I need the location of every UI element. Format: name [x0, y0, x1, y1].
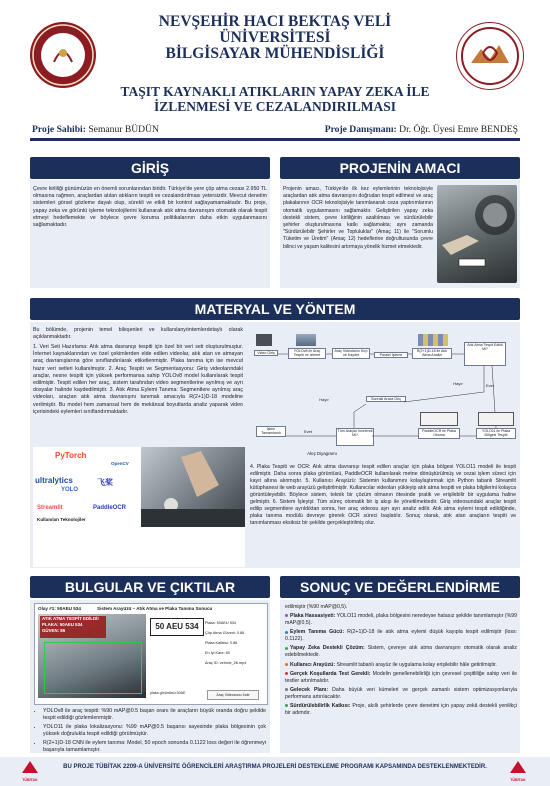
plate-caption: plaka görüntüsü 50AE — [150, 691, 186, 695]
ui-mock-fields — [205, 618, 265, 668]
bulgular-item: • YOLOv8 ile araç tespiti: %90 mAP@0.5 başarı oranı ile araçların büyük oranda doğru şekilde tespit edildiği gözlemlenmiştir. — [43, 708, 266, 722]
flow-edge-hayir-2: Hayır — [319, 397, 329, 402]
sonuc-item: Gerçek Koşullarda Test Gerekli: Modelin genellenebilirliği için çevresel çeşitliliğe sahip veri ile testler artırılmalıdır. — [285, 670, 517, 684]
section-title-bulgular: BULGULAR VE ÇIKTILAR — [30, 576, 270, 598]
flow-node-video-giris: Video Giriş — [254, 350, 278, 356]
department-line: BİLGİSAYAR MÜHENDİSLİĞİ — [165, 45, 385, 62]
giris-text: Çevre kirliliği günümüzün en önemli sorunlarından biridir. Türkiye'de yere çöp atma cezası 2.950 TL olmasına rağmen, araçlardan atılan atıkların tespiti ve cezalandırılması yetersizdir. Mevcut denetim sistemleri görsel gözleme dayalı olup, sürekli ve etkili bir kontrol sağlayamamaktadır. Bu proje, yapay zeka ve görüntü işleme teknolojilerini kullanarak atık atma davranışını otomatik olarak tespit etmeyi hedeflemekte ve böylece çevre koruma politikalarının daha etkin uygulanmasını sağlamaktadır. — [33, 186, 267, 229]
flow-node-tamamlandi: İşlem Tamamlandı — [256, 426, 286, 437]
paddle-logo: 飞桨 — [97, 478, 113, 487]
section-title-amac: PROJENİN AMACI — [280, 157, 520, 179]
title-line: İZLENMESİ VE CEZALANDIRILMASI — [153, 98, 397, 114]
flow-edge-evet: Evet — [485, 383, 494, 388]
materyal-right-text: 4. Plaka Tespiti ve OCR: Atık atma davranışı tespit edilen araçlar için plaka bölgesi YOLO11 modeli ile tespit edilmiştir. Daha sonra plaka görüntüsü, PaddleOCR kullanılarak metne dönüştürülmüş ve cezai işlem süreci için kayıt altına alınmıştır. 5. Kullanıcı Arayüzü: Sistemin kullanımını kolaylaştırmak için Python tabanlı Streamlit kütüphanesi ile web arayüzü geliştirilmiştir. Kullanıcılar videoları yükleyip atık atma tespiti ve plaka bilgilerini kolayca görüntüleyebilir. Böylece sistem, teknik bir çözüm olmanın ötesinde pratik ve erişilebilir bir uygulama haline gelmiştir. 6. Sistem İşleyişi: Tüm süreç otomatik bir iş akışı ile yönetilmektedir. Giriş videosundaki araçlar tespit edilip segmentlere ayrıldıktan sonra, her araç videosu ayrı ayrı analiz edilir. Atık atma eylemi tespit edildiğinde, plaka tanıma modülü devreye girerek OCR süreci başlatılır. Sonuç olarak, atık atan araçların tespiti ve tanımlanması eksiksiz bir şekilde gerçekleştirilmiş olur. — [250, 464, 516, 526]
section-title-materyal: MATERYAL VE YÖNTEM — [30, 298, 520, 320]
pytorch-logo: PyTorch — [55, 451, 87, 460]
sonuc-item: Eylem Tanıma Gücü: R(2+1)D-18 ile atık atma eylemi düşük kayıpla tespit edilmiştir (loss: 0.1122). — [285, 629, 517, 643]
paddleocr-logo: PaddleOCR — [93, 505, 127, 511]
tubitak-logo-right: TÜBİTAK — [506, 760, 530, 782]
ultralytics-logo: ultralytics — [35, 476, 73, 485]
flow-arrows — [252, 332, 518, 462]
flow-node-yolo11: YOLO11 ile Plaka Bölgesi Tespiti — [476, 428, 516, 439]
tech-logos — [33, 447, 245, 567]
car-photo — [437, 185, 517, 283]
flow-node-r2plus1d: R(2+1)D-18 ile Atık Atma Analizi — [412, 348, 452, 359]
sonuc-item: edilmiştir (%90 mAP@0,5). — [285, 604, 348, 610]
sonuc-item: Plaka Hassasiyeti: YOLO11 modeli, plaka bölgesini neredeyse hatasız şekilde tanımlamıştır (%99 mAP@0,5). — [285, 613, 517, 627]
header-divider — [30, 138, 520, 141]
bulgular-item: • YOLO11 ile plaka lokalizasyonu: %99 mAP@0.5 başarısı sayesinde plaka bölgesinin çok yüksek doğrulukla tespit edildiği görülmüştür. — [43, 724, 266, 738]
sonuc-item: Yapay Zeka Destekli Çözüm: Sistem, çevreye atık atma davranışını otomatik olarak analiz edebilmektedir. — [285, 645, 517, 659]
flow-edge-evet-2: Evet — [303, 429, 312, 434]
sonuc-item: Kullanıcı Arayüzü: Streamlit tabanlı arayüz ile uygulama kolay erişilebilir hâle getirilmiştir. — [285, 662, 517, 669]
download-button[interactable]: Araç Videosunu İndir — [207, 690, 259, 700]
field-arac-id: Araç ID: vehicle_26.mp4 — [205, 661, 247, 665]
flow-node-paddleocr: PaddleOCR ile Plaka Okuma — [418, 428, 460, 439]
plate-image: 50 AEU 534 — [150, 618, 204, 636]
flow-node-tum-araclar: Tüm Araçlar İncelendi Mi? — [336, 428, 374, 446]
flow-node-sonraki: Sonraki Araca Geç — [366, 396, 406, 402]
sonuc-list — [285, 604, 517, 719]
plate-thumb — [420, 412, 458, 426]
overlay-box: ATIK ATMA TESPİT EDİLDİ! PLAKA: 50AEU 534 GÜVEN: 86 — [40, 616, 106, 638]
project-advisor: Proje Danışmanı: Dr. Öğr. Üyesi Emre BENDEŞ — [324, 124, 518, 135]
streamlit-logo: Streamlit — [37, 505, 63, 511]
flow-edge-hayir: Hayır — [453, 381, 463, 386]
sonuc-item: Sürdürülebilirlik Katkısı: Proje, akıllı şehirlerde çevre denetimi için yapay zekâ destekli yenilikçi bir adımdır. — [285, 703, 517, 716]
section-title-giris: GİRİŞ — [30, 157, 270, 179]
segment-thumbs — [418, 334, 448, 346]
tech-caption: Kullanılan Teknolojiler — [37, 517, 86, 522]
university-line: ÜNİVERSİTESİ — [219, 29, 331, 46]
flow-diagram — [252, 332, 518, 462]
project-owner: Proje Sahibi: Semanur BÜDÜN — [32, 124, 159, 135]
materyal-intro: Bu bölümde, projenin temel bileşenleri ve kullanılanyöntemlerdetaylı olarak açıklanmaktadır. — [33, 327, 243, 341]
field-guven: Çöp Atma Güveni: 0.86 — [205, 631, 245, 635]
vehicle-bbox — [44, 642, 142, 694]
field-kalite: Plaka Kalitesi: 0.86 — [205, 641, 238, 645]
project-title — [70, 85, 480, 114]
flow-node-kirp: Araç Videolarını Kırp ve Kaydet — [332, 348, 370, 359]
ui-mock-subheader: Sistem Arayüzü – Atık Atma ve Plaka Tanıma Sonucu — [97, 606, 213, 611]
ui-mock — [34, 603, 268, 705]
bulgular-item: • R(2+1)D-18 CNN ile eylem tanıma: Model, 50 epoch sonunda 0.1122 loss değeri ile öğrenmeyi başarıyla tamamlamıştır. — [43, 740, 266, 754]
bulgular-list — [34, 708, 266, 756]
title-line: TAŞIT KAYNAKLI ATIKLARIN YAPAY ZEKA İLE — [120, 84, 430, 99]
throwing-photo — [141, 447, 245, 527]
flow-node-decision-atik: Atık Atma Tespit Edildi Mi? — [464, 342, 506, 366]
tubitak-logo-left: TÜBİTAK — [18, 760, 42, 782]
ui-mock-header: Olay #1: 50AEU 534 — [38, 606, 81, 611]
ui-mock-video-frame — [38, 614, 146, 698]
opencv-logo: OpenCV — [111, 461, 129, 466]
amac-text: Projenin amacı, Türkiye'de ilk kez eylemlerinin teknolojisiyle araçlardan atık atma davranışını doğrudan tespit edilmesi ve araç plakalarının OCR teknolojisiyle tanımlanarak ceza yaptırımlarının otomatik uygulanmasını sağlamaktır. Geliştirilen yapay zeka destekli sistem, çevre kirliliğinin azaltılması ve sürdürülebilir şehirler oluşturulmasına katkı sağlamakta; aynı zamanda "Sürdürülebilir Şehirler ve Topluluklar" (Amaç 11) ile "Sorumlu Tüketim ve Üretim" (Amaç 12) hedeflerine doğrultusunda çevre bilinci ve yaşam kalitesini artırmaya yönelik hizmet etmektedir. — [283, 186, 433, 250]
sonuc-item: Gelecek Planı: Daha büyük veri kümeleri ve gerçek zamanlı sistem optimizasyonlarıyla performans artırılacaktır. — [285, 686, 517, 700]
footer-text: BU PROJE TÜBİTAK 2209-A ÜNİVERSİTE ÖĞRENCİLERİ ARAŞTIRMA PROJELERİ DESTEKLEME PROGRAMI KAPSAMINDA DESTEKLENMEKTEDİR. — [63, 764, 487, 770]
flow-node-yolov8: YOLOv8 ile Araç Tespiti ve İzleme — [288, 348, 326, 359]
university-name — [80, 14, 470, 62]
field-kare: En İyi Kare: 60 — [205, 651, 230, 655]
field-plaka: Plaka: 50AEU 534 — [205, 621, 237, 625]
car-thumb — [296, 334, 316, 346]
video-thumb — [256, 334, 272, 346]
section-title-sonuc: SONUÇ VE DEĞERLENDİRME — [280, 576, 520, 598]
flow-caption: Akış Diyagramı — [307, 451, 337, 456]
plate-thumb-2 — [478, 412, 514, 426]
university-line: NEVŞEHİR HACI BEKTAŞ VELİ — [158, 13, 392, 30]
materyal-left-text: 1. Veri Seti Hazırlama: Atık atma davranışı tespiti için özel bir veri seti oluşturulmuştur. İnternet kaynaklarından ve özel çekimlerden elde edilen videolar, atık atan ve atmayan araç davranışlarına göre sınıflandırılarak etiketlenmiştir. Plaka tanıma için ise mevcut hazır veri setleri kullanılmıştır. 2. Araç Tespiti ve Segmentasyonu: Giriş videolarındaki araçlar, nesne tespiti için yüksek performansa sahip YOLOv8 model kullanılarak tespit edilmiştir. Tespit edilen her araç, sistem tarafından video segmentlerine ayrılmış ve ayrı dosyalar halinde kaydedilmiştir. 3. Atık Atma Eylemi Tanıma: Segmentlere ayrılmış araç videoları, araçtan atık atma davranışını tanımak amacıyla R(2+1)D-18 modeline verilmiştir. Bu model hem zamansal hem de mekânsal boyutlarda analiz yaparak video içerisindeki eylemleri sınıflandırmaktadır. — [33, 344, 243, 415]
flow-node-paralel: Paralel İşleme — [374, 352, 408, 358]
footer-bar — [0, 757, 550, 786]
yolo-logo: YOLO — [61, 487, 79, 493]
